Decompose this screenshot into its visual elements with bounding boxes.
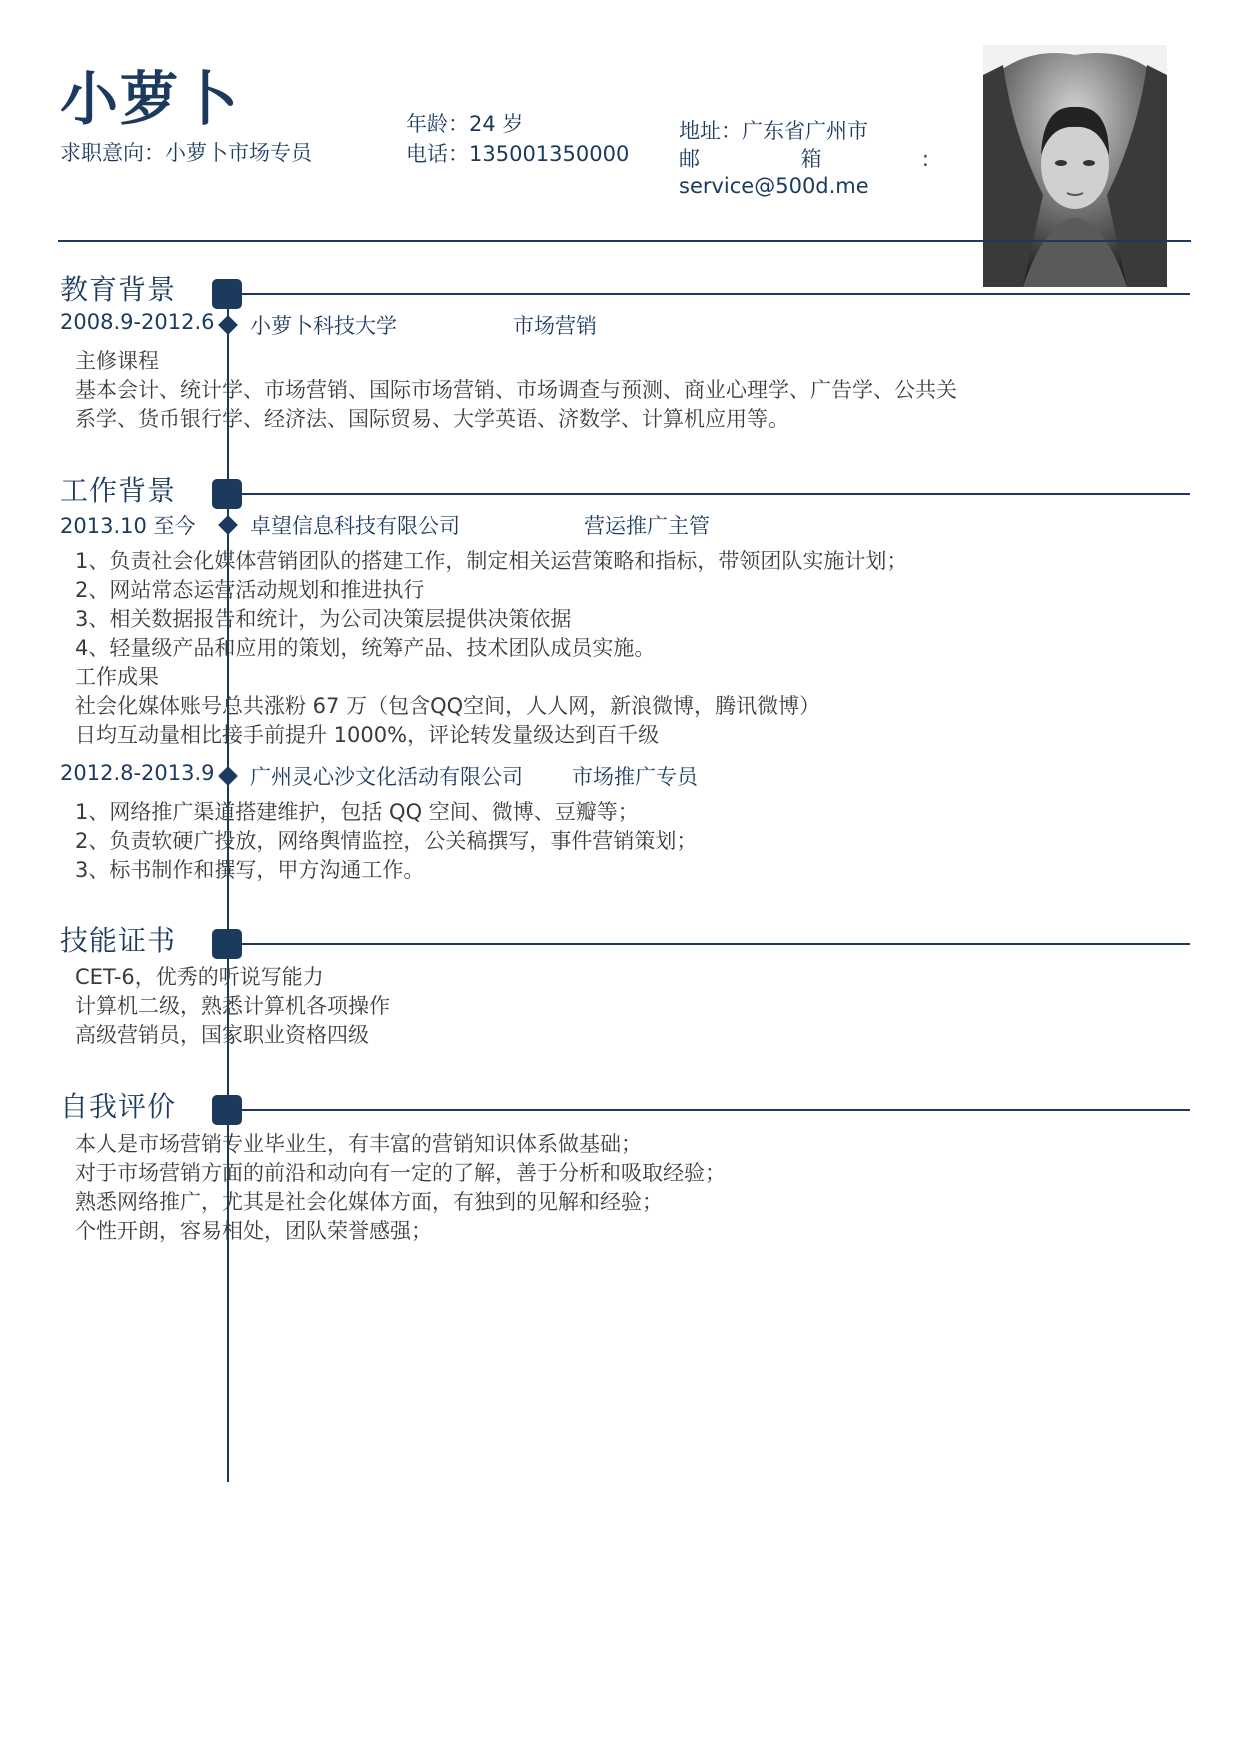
job1-line: 日均互动量相比接手前提升 1000%，评论转发量级达到百千级 (75, 723, 660, 747)
self-line: 个性开朗，容易相处，团队荣誉感强； (75, 1219, 432, 1243)
section-marker-work (212, 479, 242, 509)
job2-company: 广州灵心沙文化活动有限公司 (250, 765, 523, 789)
address-field: 地址：广东省广州市 (679, 119, 868, 143)
entry-diamond (218, 766, 238, 786)
education-line: 基本会计、统计学、市场营销、国际市场营销、市场调查与预测、商业心理学、广告学、公共关 (75, 378, 957, 402)
candidate-name: 小萝卜 (60, 65, 241, 133)
job2-line: 3、标书制作和撰写，甲方沟通工作。 (75, 858, 425, 882)
phone-field: 电话：135001350000 (406, 142, 630, 166)
section-title-work: 工作背景 (60, 474, 177, 507)
job-intent: 求职意向：小萝卜市场专员 (60, 141, 312, 165)
section-title-self: 自我评价 (60, 1090, 177, 1123)
entry-diamond (218, 515, 238, 535)
skills-line: CET-6，优秀的听说写能力 (75, 965, 324, 989)
job2-line: 2、负责软硬广投放，网络舆情监控，公关稿撰写，事件营销策划； (75, 829, 698, 853)
education-line: 主修课程 (75, 349, 159, 373)
job1-role: 营运推广主管 (584, 514, 710, 538)
section-marker-skills (212, 929, 242, 959)
job1-line: 4、轻量级产品和应用的策划，统筹产品、技术团队成员实施。 (75, 636, 656, 660)
job1-line: 3、相关数据报告和统计，为公司决策层提供决策依据 (75, 607, 572, 631)
section-line-education (242, 293, 1190, 295)
portrait-image (983, 45, 1167, 287)
profile-photo (983, 45, 1167, 287)
education-school: 小萝卜科技大学 (250, 314, 397, 338)
section-title-skills: 技能证书 (60, 924, 177, 957)
header-divider (58, 240, 1191, 242)
self-line: 本人是市场营销专业毕业生，有丰富的营销知识体系做基础； (75, 1132, 642, 1156)
job1-line: 工作成果 (75, 665, 159, 689)
email-label: 邮 箱 : (679, 147, 929, 171)
job1-line: 社会化媒体账号总共涨粉 67 万（包含QQ空间，人人网，新浪微博，腾讯微博） (75, 694, 821, 718)
job1-company: 卓望信息科技有限公司 (250, 514, 460, 538)
skills-line: 计算机二级，熟悉计算机各项操作 (75, 994, 390, 1018)
section-line-self (242, 1109, 1190, 1111)
section-marker-self (212, 1095, 242, 1125)
job1-line: 2、网站常态运营活动规划和推进执行 (75, 578, 425, 602)
job2-date: 2012.8-2013.9 (60, 761, 215, 785)
email-value: service@500d.me (679, 174, 869, 198)
skills-line: 高级营销员，国家职业资格四级 (75, 1023, 369, 1047)
self-line: 熟悉网络推广，尤其是社会化媒体方面，有独到的见解和经验； (75, 1190, 663, 1214)
section-line-work (242, 493, 1190, 495)
education-line: 系学、货币银行学、经济法、国际贸易、大学英语、济数学、计算机应用等。 (75, 407, 789, 431)
job2-role: 市场推广专员 (572, 765, 698, 789)
section-title-education: 教育背景 (60, 273, 177, 306)
entry-diamond (218, 315, 238, 335)
job1-date: 2013.10 至今 (60, 514, 196, 538)
education-date: 2008.9-2012.6 (60, 310, 215, 334)
job1-line: 1、负责社会化媒体营销团队的搭建工作，制定相关运营策略和指标，带领团队实施计划； (75, 549, 908, 573)
job2-line: 1、网络推广渠道搭建维护，包括 QQ 空间、微博、豆瓣等； (75, 800, 639, 824)
education-major: 市场营销 (513, 314, 597, 338)
age-field: 年龄：24 岁 (406, 112, 524, 136)
section-line-skills (242, 943, 1190, 945)
section-marker-education (212, 279, 242, 309)
self-line: 对于市场营销方面的前沿和动向有一定的了解，善于分析和吸取经验； (75, 1161, 726, 1185)
